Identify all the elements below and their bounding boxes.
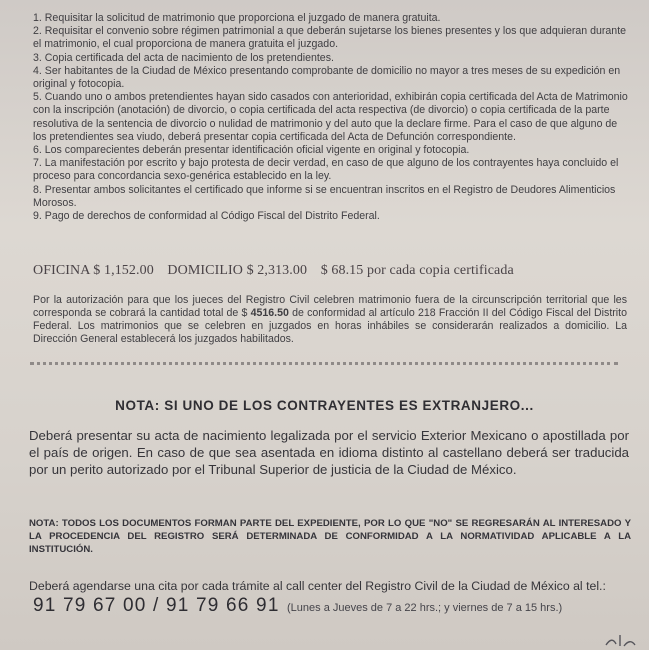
appointment-paragraph — [29, 576, 634, 618]
foreign-note-body: Deberá presentar su acta de nacimiento legalizada por el servicio Exterior Mexicano o apostillada por el país de origen. En caso de que sea asentada en idioma distinto al castellano deberá ser traducida por un perito autorizado por el Tribunal Superior de justicia de la Ciudad de México. — [29, 428, 629, 477]
requirement-item: 4. Ser habitantes de la Ciudad de México presentando comprobante de domicilio no mayor a tres meses de su expedición en original y fotocopia. — [33, 64, 621, 91]
requirement-item: 3. Copia certificada del acta de nacimiento de los pretendientes. — [33, 51, 334, 64]
requirement-item: 8. Presentar ambos solicitantes el certificado que informe si se encuentran inscritos en el Registro de Deudores Alimenticios Morosos. — [33, 183, 616, 209]
fees-line — [33, 263, 633, 279]
requirement-item: 5. Cuando uno o ambos pretendientes hayan sido casados con anterioridad, exhibirán copia certificada del Acta de Matrimonio con la inscripción (anotación) de divorcio, o copia certificada del acta respectiva (de divorcio) o copia certificada de la parte resolutiva de la sentencia de divorcio o nulidad de matrimonio y del auto que la declare firme. Para el caso de que alguno de los pretendientes sea viudo, deberá presentar copia certificada del Acta de Defunción correspondiente. — [33, 91, 628, 143]
phone-numbers: 91 79 67 00 / 91 79 66 91 — [33, 595, 280, 616]
fee-copia: $ 68.15 por cada copia certificada — [320, 263, 514, 278]
dotted-divider — [30, 362, 618, 365]
call-center-hours: (Lunes a Jueves de 7 a 22 hrs.; y viernes de 7 a 15 hrs.) — [287, 602, 563, 614]
authorization-paragraph — [33, 294, 627, 346]
authorization-amount: 4516.50 — [250, 307, 289, 319]
requirement-item: 9. Pago de derechos de conformidad al Código Fiscal del Distrito Federal. — [33, 210, 380, 223]
documents-note: NOTA: TODOS LOS DOCUMENTOS FORMAN PARTE DEL EXPEDIENTE, POR LO QUE "NO" SE REGRESARÁN AL INTERESADO Y LA PROCEDENCIA DEL REGISTRO SERÁ DETERMINADA DE CONFORMIDAD A LA NORMATIVIDAD APLICABLE A LA INSTITUCIÓN. — [29, 518, 631, 555]
authorization-text-1: Por la autorización para que los jueces del Registro Civil celebren matrimonio fuera de la circunscripción territorial que les corresponda se cobrará la cantidad total de $ — [33, 294, 627, 319]
requirement-item: 7. La manifestación por escrito y bajo protesta de decir verdad, en caso de que alguno de los contrayentes haya concluido el proceso para concordancia sexo-genérica establecido en la ley. — [33, 157, 619, 183]
foreign-note-heading: NOTA: SI UNO DE LOS CONTRAYENTES ES EXTRANJERO... — [115, 398, 534, 413]
requirement-item: 1. Requisitar la solicitud de matrimonio que proporciona el juzgado de manera gratuita. — [33, 12, 441, 24]
fee-oficina: OFICINA $ 1,152.00 — [33, 263, 154, 278]
handwritten-mark-icon — [604, 632, 638, 648]
requirement-item: 6. Los comparecientes deberán presentar identificación oficial vigente en original y fotocopia. — [33, 144, 470, 157]
fee-domicilio: DOMICILIO $ 2,313.00 — [167, 263, 308, 278]
appointment-text: Deberá agendarse una cita por cada trámite al call center del Registro Civil de la Ciudad de México al tel.: — [29, 579, 606, 593]
authorization-text-2: de conformidad al artículo 218 Fracción II del Código Fiscal del Distrito Federal. Los matrimonios que se celebren en juzgados en horas inhábiles se considerarán realizados a domicilio. La Dirección General establecerá los juzgados habilitados. — [33, 307, 627, 345]
requirement-item: 2. Requisitar el convenio sobre régimen patrimonial a que deberán sujetarse los bienes presentes y los que adquieran durante el matrimonio, el cual proporciona de manera gratuita el juzgado. — [33, 25, 627, 51]
requirements-list — [33, 12, 633, 223]
